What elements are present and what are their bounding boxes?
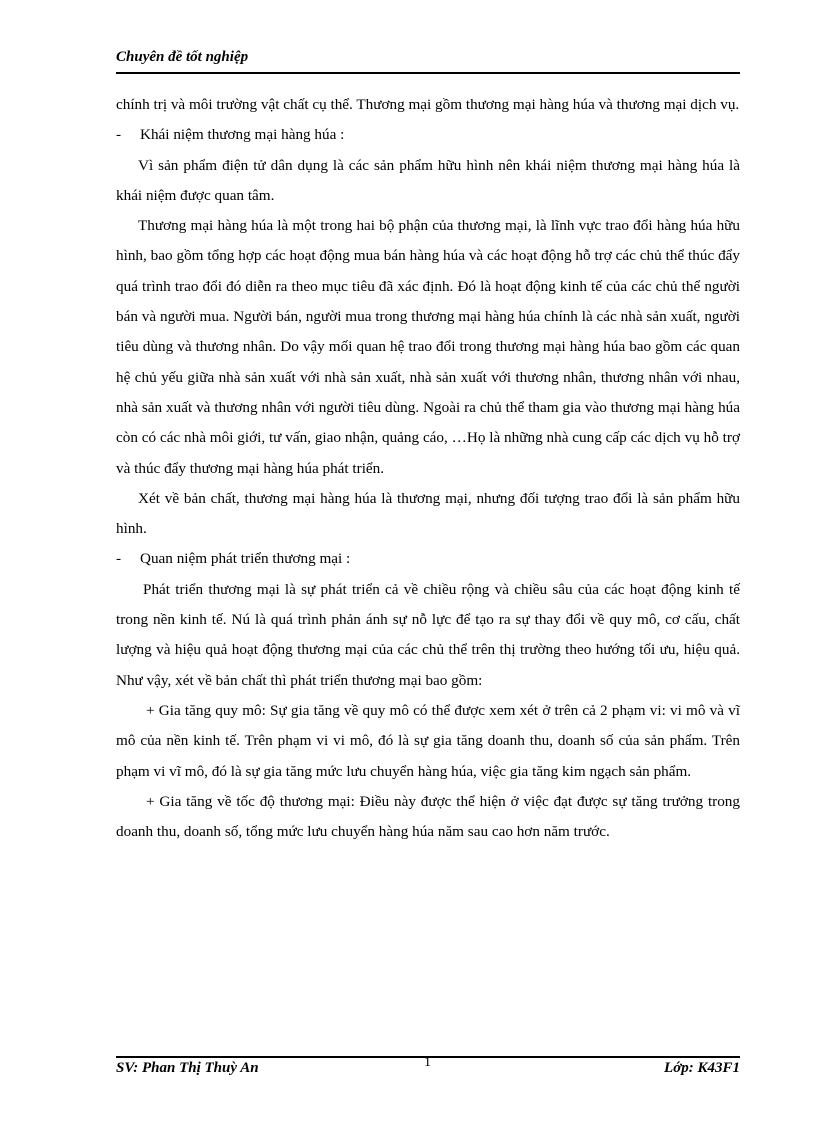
paragraph: Thương mại hàng húa là một trong hai bộ phận của thương mại, là lĩnh vực trao đổi hàng húa hữu hình, bao gồm tổng hợp các hoạt động mua bán hàng húa và các hoạt động hỗ trợ các chủ thể thúc đẩy quá trình trao đổi đó diễn ra theo mục tiêu đã xác định. Đó là hoạt động kinh tế của các chủ thể người bán và người mua. Người bán, người mua trong thương mại hàng húa chính là các nhà sản xuất, người tiêu dùng và thương nhân. Do vậy mối quan hệ trao đổi trong thương mại hàng húa bao gồm các quan hệ chủ yếu giữa nhà sản xuất với nhà sản xuất, nhà sản xuất với thương nhân, thương nhân với nhau, nhà sản xuất và thương nhân với người tiêu dùng. Ngoài ra chủ thể tham gia vào thương mại hàng húa còn có các nhà môi giới, tư vấn, giao nhận, quảng cáo, …Họ là những nhà cung cấp các dịch vụ hỗ trợ và thúc đẩy thương mại hàng húa phát triển.: [116, 217, 740, 477]
bullet-text: Quan niệm phát triển thương mại :: [140, 550, 351, 568]
bullet-text: Khái niệm thương mại hàng húa :: [140, 126, 345, 144]
paragraph: + Gia tăng về tốc độ thương mại: Điều này được thể hiện ở việc đạt được sự tăng trưởng trong doanh thu, doanh số, tổng mức lưu chuyển hàng húa năm sau cao hơn năm trước.: [116, 792, 740, 841]
document-body: [116, 90, 740, 847]
bullet-dash: -: [116, 550, 122, 568]
paragraph: Xét về bản chất, thương mại hàng húa là thương mại, nhưng đối tượng trao đổi là sản phẩm hữu hình.: [116, 489, 740, 538]
footer-student: SV: Phan Thị Thuỳ An: [116, 1060, 259, 1076]
footer-class: Lớp: K43F1: [664, 1060, 740, 1076]
bullet-item: [116, 544, 740, 574]
paragraph: chính trị và môi trường vật chất cụ thể. Thương mại gồm thương mại hàng húa và thương mại dịch vụ.: [116, 96, 740, 113]
paragraph: Phát triển thương mại là sự phát triển cả về chiều rộng và chiều sâu của các hoạt động kinh tế trong nền kinh tế. Nú là quá trình phản ánh sự nỗ lực để tạo ra sự thay đổi về quy mô, cơ cấu, chất lượng và hiệu quả hoạt động thương mại của các chủ thể trên thị trường theo hướng tối ưu, hiệu quả. Như vậy, xét về bản chất thì phát triển thương mại bao gồm:: [116, 580, 740, 689]
page-number: 1: [424, 1055, 431, 1070]
paragraph: Vì sản phẩm điện tử dân dụng là các sản phẩm hữu hình nên khái niệm thương mại hàng húa là khái niệm được quan tâm.: [116, 156, 740, 204]
bullet-item: [116, 120, 740, 150]
header-title: Chuyên đề tốt nghiệp: [116, 49, 249, 65]
header-rule: [116, 72, 740, 74]
paragraph: + Gia tăng quy mô: Sự gia tăng về quy mô có thể được xem xét ở trên cả 2 phạm vi: vi mô và vĩ mô của nền kinh tế. Trên phạm vi vi mô, đó là sự gia tăng doanh thu, doanh số của sản phẩm. Trên phạm vi vĩ mô, đó là sự gia tăng mức lưu chuyển hàng húa, việc gia tăng kim ngạch sản phẩm.: [116, 701, 740, 780]
bullet-dash: -: [116, 126, 122, 144]
